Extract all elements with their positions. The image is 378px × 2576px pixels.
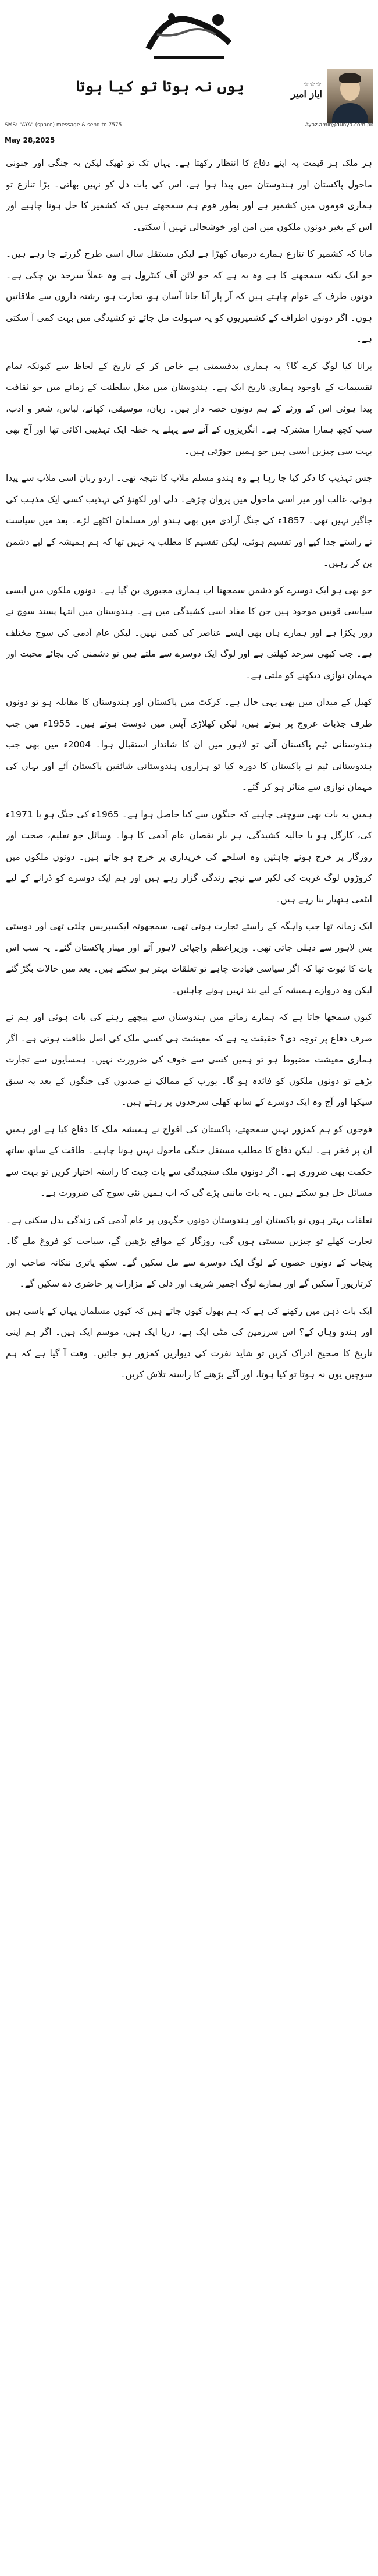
article-paragraph: ایک زمانہ تھا جب واہگہ کے راستے تجارت ہوتی تھی، سمجھوتہ ایکسپریس چلتی تھی اور دوستی بس لاہور سے دہلی جاتی تھی۔ وزیراعظم واجپائی لاہور آئے اور مینار پاکستان گئے۔ یہ سب اس بات کا ثبوت تھا کہ اگر سیاسی قیادت چاہے تو تعلقات بہتر ہو سکتے ہیں۔ بعد میں حالات بگڑ گئے لیکن وہ دروازے ہمیشہ کے لیے بند نہیں ہونے چاہئیں۔ [6,921,372,995]
headline-row [0,69,378,124]
author-name: ایاز امیر [291,88,322,100]
article-paragraph: جو بھی ہو ایک دوسرے کو دشمن سمجھنا اب ہماری مجبوری بن گیا ہے۔ دونوں ملکوں میں ایسی سیاسی قوتیں موجود ہیں جن کا مفاد اسی کشیدگی میں ہے۔ ہندوستان میں انتہا پسند سوچ نے زور پکڑا ہے اور ہمارے ہاں بھی ایسے عناصر کی کمی نہیں۔ لیکن عام آدمی کی سوچ مختلف ہے۔ جب کبھی سرحد کھلتی ہے اور لوگ ایک دوسرے سے ملتے ہیں تو دشمنی کی بجائے محبت اور مہمان نوازی دیکھنے کو ملتی ہے۔ [6,584,372,681]
article-paragraph: تعلقات بہتر ہوں تو پاکستان اور ہندوستان دونوں جگہوں پر عام آدمی کی زندگی بدل سکتی ہے۔ تجارت کھلے تو چیزیں سستی ہوں گی، روزگار کے مواقع بڑھیں گے، سیاحت کو فروغ ملے گا۔ پنجاب کے دونوں حصوں کے لوگ ایک دوسرے سے مل سکیں گے۔ سکھ یاتری ننکانہ صاحب اور کرتارپور آ سکیں گے اور ہمارے لوگ اجمیر شریف اور دلی کے مزارات پر حاضری دے سکیں گے۔ [6,1214,372,1289]
sms-bar [0,122,378,133]
sms-instructions: SMS: "AYA" (space) message & send to 7575 [5,122,122,128]
author-photo [327,69,373,123]
date-bar [0,135,378,148]
rating-stars: ☆☆☆ [303,80,322,88]
publish-date: May 28,2025 [5,136,55,144]
article-paragraph: کیوں سمجھا جاتا ہے کہ ہمارے زمانے میں ہندوستان سے پیچھے رہنے کی بات ہوئی اور ہم نے صرف دفاع پر توجہ دی؟ حقیقت یہ ہے کہ معیشت ہی کسی ملک کی اصل طاقت ہوتی ہے۔ اگر ہماری معیشت مضبوط ہو تو ہمیں کسی سے خوف کی ضرورت نہیں۔ ہمسایوں سے تجارت بڑھے تو دونوں ملکوں کو فائدہ ہو گا۔ یورپ کے ممالک نے صدیوں کی جنگوں کے بعد یہ سبق سیکھا اور آج وہ ایک دوسرے کے ساتھ کھلی سرحدوں پر رہتے ہیں۔ [6,1012,372,1107]
article-paragraph: ہر ملک ہر قیمت پہ اپنے دفاع کا انتظار رکھتا ہے۔ یہاں تک تو ٹھیک لیکن یہ جنگی اور جنونی ماحول پاکستان اور ہندوستان میں پیدا ہوا ہے، اس کی بات دل کو نہیں بھاتی۔ بڑا تنازع تو ہماری قوموں میں کشمیر ہے اور بطور قوم ہم سمجھتے ہیں کہ کشمیر کا حل ہونا چاہیے اور اس کے بغیر دونوں ملکوں میں امن اور خوشحالی نہیں آ سکتی۔ [6,158,372,232]
article-paragraph: پرانا کیا لوگ کرے گا؟ یہ ہماری بدقسمتی ہے خاص کر کے تاریخ کے لحاظ سے کیونکہ تمام تقسیمات کے باوجود ہماری تاریخ ایک ہے۔ ہندوستان میں مغل سلطنت کے زمانے میں جو ثقافت پیدا ہوئی اس کے ورثے کے ہم دونوں حصہ دار ہیں۔ زبان، موسیقی، کھانے، لباس، شعر و ادب، سب کچھ ہمارا مشترکہ ہے۔ انگریزوں کے آنے سے پہلے یہ خطہ ایک تہذیبی اکائی تھا اور آج بھی بہت سی چیزیں ایسی ہیں جو ہمیں جوڑتی ہیں۔ [6,360,372,456]
masthead [0,0,378,134]
author-email: Ayaz.amir@dunya.com.pk [305,122,373,128]
article-paragraph: فوجوں کو ہم کمزور نہیں سمجھتے، پاکستان کی افواج نے ہمیشہ ملک کا دفاع کیا ہے اور ہمیں ان پر فخر ہے۔ لیکن دفاع کا مطلب مستقل جنگی ماحول نہیں ہونا چاہیے۔ طاقت کے ساتھ ساتھ حکمت بھی ضروری ہے۔ اگر دونوں ملک سنجیدگی سے بات چیت کا راستہ اختیار کریں تو بہت سے مسائل حل ہو سکتے ہیں۔ یہ بات ماننی پڑے گی کہ اب ہمیں نئی سوچ کی ضرورت ہے۔ [6,1124,372,1198]
dunya-logo [131,2,247,66]
article-paragraph: جس تہذیب کا ذکر کیا جا رہا ہے وہ ہندو مسلم ملاپ کا نتیجہ تھی۔ اردو زبان اسی ملاپ سے پیدا ہوئی، غالب اور میر اسی ماحول میں پروان چڑھے۔ دلی اور لکھنؤ کی تہذیب کسی ایک مذہب کی جاگیر نہیں تھی۔ 1857ء کی جنگ آزادی میں بھی ہندو اور مسلمان اکٹھے لڑے۔ بعد میں سیاست نے راستے جدا کیے اور تقسیم ہوئی، لیکن تقسیم کا مطلب یہ نہیں تھا کہ ہم ہمیشہ کے لیے دشمن بن کر رہیں۔ [6,473,372,568]
article-paragraph: مانا کہ کشمیر کا تنازع ہمارے درمیان کھڑا ہے لیکن مستقل سال اسی طرح گزرتے جا رہے ہیں۔ جو ایک نکتہ سمجھنے کا ہے وہ یہ ہے کہ جو لائن آف کنٹرول ہے وہ عملاً سرحد بن چکی ہے۔ دونوں طرف کے عوام چاہتے ہیں کہ آر پار آنا جانا آسان ہو، تجارت ہو، رشتہ داروں سے ملاقاتیں ہوں۔ اگر دونوں اطراف کے کشمیریوں کو یہ سہولت مل جائے تو کشیدگی میں بہت کمی آ سکتی ہے۔ [6,249,372,344]
article-paragraph: کھیل کے میدان میں بھی یہی حال ہے۔ کرکٹ میں پاکستان اور ہندوستان کا مقابلہ ہو تو دونوں طرف جذبات عروج پر ہوتے ہیں، لیکن کھلاڑی آپس میں دوست ہوتے ہیں۔ 1955ء میں جب ہندوستانی ٹیم پاکستان آئی تو لاہور میں ان کا شاندار استقبال ہوا۔ 2004ء میں بھی جب ہندوستانی ٹیم نے پاکستان کا دورہ کیا تو ہزاروں ہندوستانی شائقین پاکستان آئے اور یہاں کی مہمان نوازی سے متاثر ہو کر گئے۔ [6,697,372,792]
column-headline: یوں نہ ہوتا تو کیا ہوتا [76,78,244,95]
article-body [6,153,372,2568]
article-paragraph: ہمیں یہ بات بھی سوچنی چاہیے کہ جنگوں سے کیا حاصل ہوا ہے۔ 1965ء کی جنگ ہو یا 1971ء کی، کارگل ہو یا حالیہ کشیدگی، ہر بار نقصان عام آدمی کا ہوا۔ وسائل جو تعلیم، صحت اور روزگار پر خرچ ہونے چاہئیں وہ اسلحے کی خریداری پر خرچ ہو جاتے ہیں۔ دونوں ملکوں میں کروڑوں لوگ غربت کی لکیر سے نیچے زندگی گزار رہے ہیں اور ہم ایک دوسرے کو ڈرانے کے لیے ایٹمی ہتھیار بنا رہے ہیں۔ [6,809,372,905]
article-paragraph: ایک بات ذہن میں رکھنے کی ہے کہ ہم بھول کیوں جاتے ہیں کہ کیوں مسلمان یہاں کے باسی ہیں اور ہندو وہاں کے؟ اس سرزمین کی مٹی ایک ہے، دریا ایک ہیں، موسم ایک ہیں۔ اگر ہم اپنی تاریخ کا صحیح ادراک کریں تو شاید نفرت کی دیواریں کمزور ہو جائیں۔ وقت آ گیا ہے کہ ہم سوچیں یوں نہ ہوتا تو کیا ہوتا، اور آگے بڑھنے کا راستہ تلاش کریں۔ [6,1305,372,1380]
